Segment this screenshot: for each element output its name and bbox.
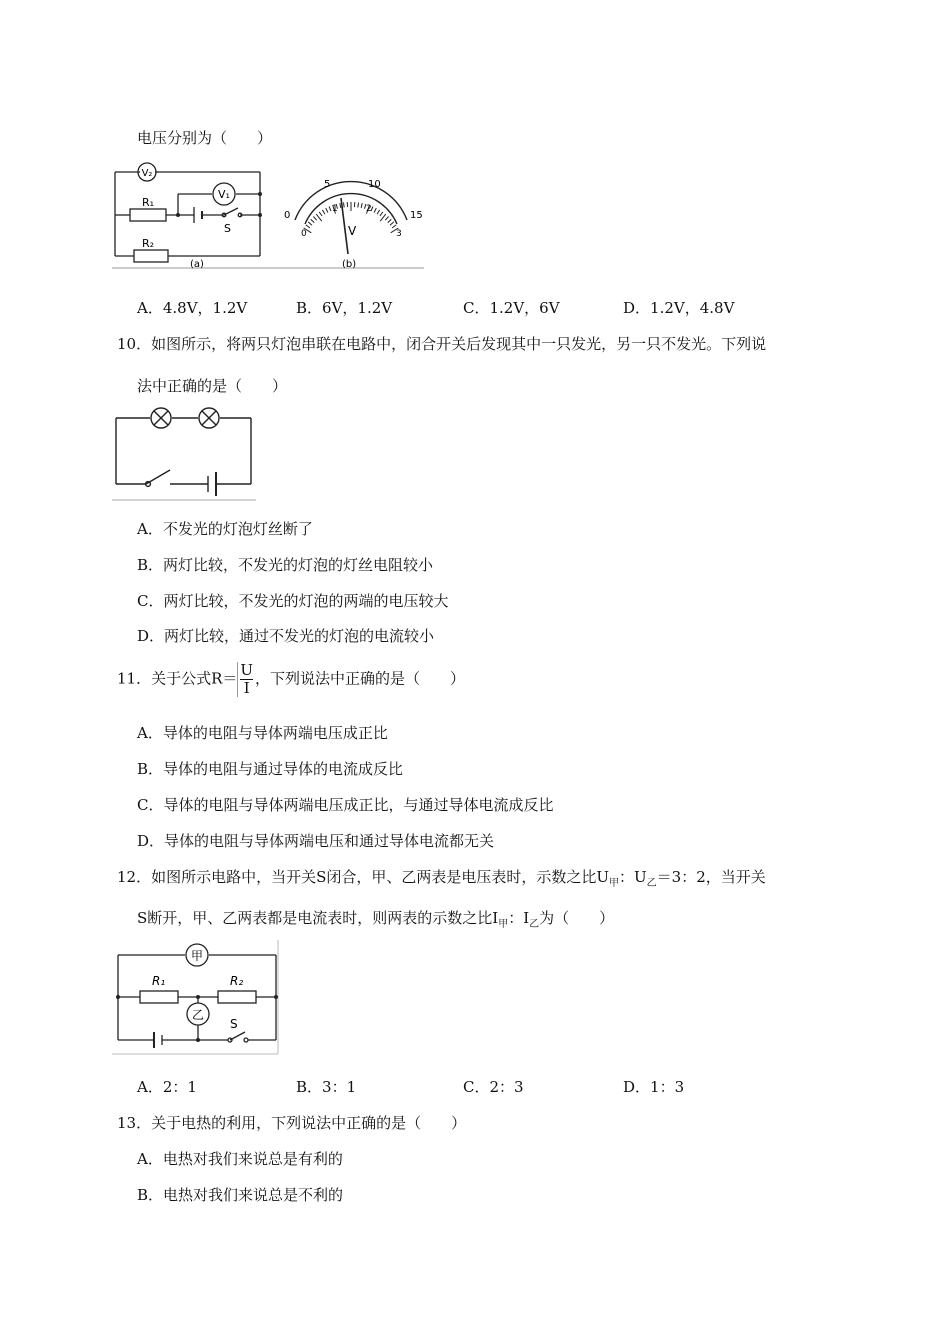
meter-tick — [388, 219, 392, 222]
q10-option-d[interactable]: D．两灯比较，通过不发光的灯泡的电流较小 — [137, 627, 435, 645]
scale-top-5: 5 — [324, 179, 331, 190]
q12-stem-line1 — [117, 866, 766, 889]
meter-tick — [361, 203, 362, 208]
q12-option-b[interactable]: B．3：1 — [296, 1078, 357, 1096]
meter-tick — [311, 219, 315, 222]
q10-circuit-figure — [112, 404, 256, 502]
q11-stem-post: ，下列说法中正确的是（ ） — [255, 669, 466, 688]
meter-tick — [380, 212, 383, 216]
r1-label-q12: R₁ — [152, 974, 166, 988]
q11-option-d[interactable]: D．导体的电阻与导体两端电压和通过导体电流都无关 — [137, 832, 495, 850]
meter-tick — [344, 203, 345, 208]
q9-stem-tail: 电压分别为（ ） — [137, 129, 273, 147]
meter-tick — [390, 222, 394, 225]
r1-label: R₁ — [142, 196, 155, 209]
meter-tick — [326, 208, 328, 212]
q12-option-c[interactable]: C．2：3 — [463, 1078, 524, 1096]
meter-tick — [385, 217, 388, 221]
r2-label-q12: R₂ — [230, 974, 244, 988]
scale-top-10: 10 — [368, 179, 381, 190]
scale-top-15: 15 — [410, 210, 423, 221]
q12-l1-b: ：U — [619, 868, 647, 886]
q9-option-b[interactable]: B．6V，1.2V — [296, 299, 393, 317]
q11-stem — [117, 662, 465, 697]
q11-option-b[interactable]: B．导体的电阻与通过导体的电流成反比 — [137, 760, 404, 778]
q10-option-b[interactable]: B．两灯比较，不发光的灯泡的灯丝电阻较小 — [137, 556, 434, 574]
q12-option-a[interactable]: A．2：1 — [137, 1078, 197, 1096]
meter-tick — [340, 203, 341, 208]
q11-numerator: U — [240, 661, 254, 679]
meter-v-label: V — [348, 224, 357, 238]
q11-option-c[interactable]: C．导体的电阻与导体两端电压成正比，与通过导体电流成反比 — [137, 796, 554, 814]
q12-sub-jia: 甲 — [609, 878, 620, 889]
q12-l2-b: ：I — [508, 909, 530, 927]
meter-tick — [377, 210, 380, 214]
scale-bottom-3: 3 — [396, 229, 402, 239]
v1-label: V₁ — [218, 188, 230, 201]
q9-option-a[interactable]: A．4.8V，1.2V — [137, 299, 248, 317]
s-label: S — [224, 222, 231, 235]
a-label: (a) — [190, 259, 204, 270]
meter-tick — [308, 222, 312, 225]
q13-option-b[interactable]: B．电热对我们来说总是不利的 — [137, 1186, 344, 1204]
scale-bottom-2: 2 — [366, 204, 372, 214]
r2-label: R₂ — [142, 237, 155, 250]
q9-circuit-figure — [112, 160, 424, 272]
q12-l2-a: S断开，甲、乙两表都是电流表时，则两表的示数之比I — [137, 909, 499, 927]
scale-bottom-0: 0 — [301, 229, 307, 239]
yi-meter-label: 乙 — [191, 1008, 205, 1022]
q13-option-a[interactable]: A．电热对我们来说总是有利的 — [137, 1150, 343, 1168]
v2-label: V₂ — [141, 168, 153, 179]
meter-tick — [322, 210, 325, 214]
s-label-q12: S — [230, 1017, 238, 1031]
q12-sub-jia-2: 甲 — [498, 919, 509, 930]
q12-circuit-figure — [112, 940, 282, 1056]
q12-sub-yi-2: 乙 — [529, 919, 540, 930]
q12-stem-line2 — [137, 907, 614, 930]
meter-tick — [313, 217, 316, 221]
q10-stem-line2: 法中正确的是（ ） — [137, 377, 288, 395]
meter-tick — [374, 208, 376, 212]
q11-option-a[interactable]: A．导体的电阻与导体两端电压成正比 — [137, 724, 388, 742]
q12-l2-c: 为（ ） — [539, 909, 615, 927]
jia-meter-label: 甲 — [190, 949, 204, 963]
q11-stem-pre: 11．关于公式R＝ — [117, 669, 238, 688]
q9-option-c[interactable]: C．1.2V，6V — [463, 299, 560, 317]
meter-tick — [358, 203, 359, 208]
scale-top-0: 0 — [284, 210, 291, 221]
meter-tick — [306, 225, 310, 228]
q10-option-a[interactable]: A．不发光的灯泡灯丝断了 — [137, 520, 313, 538]
q12-l1-c: ＝3：2，当开关 — [656, 868, 766, 886]
b-label: (b) — [342, 259, 357, 270]
scale-bottom-1: 1 — [332, 204, 338, 214]
q12-sub-yi: 乙 — [646, 878, 657, 889]
meter-tick — [319, 212, 322, 216]
q10-option-c[interactable]: C．两灯比较，不发光的灯泡的两端的电压较大 — [137, 592, 449, 610]
q9-option-d[interactable]: D．1.2V，4.8V — [623, 299, 735, 317]
q11-denominator: I — [243, 679, 250, 697]
q11-fraction — [237, 662, 255, 697]
meter-tick — [392, 225, 396, 228]
q12-l1-a: 12．如图所示电路中，当开关S闭合，甲、乙两表是电压表时，示数之比U — [117, 868, 610, 886]
q10-stem-line1: 10．如图所示，将两只灯泡串联在电路中，闭合开关后发现其中一只发光，另一只不发光。下列说 — [117, 335, 767, 353]
meter-tick — [329, 207, 331, 212]
q12-option-d[interactable]: D．1：3 — [623, 1078, 685, 1096]
q13-stem: 13．关于电热的利用，下列说法中正确的是（ ） — [117, 1114, 467, 1132]
